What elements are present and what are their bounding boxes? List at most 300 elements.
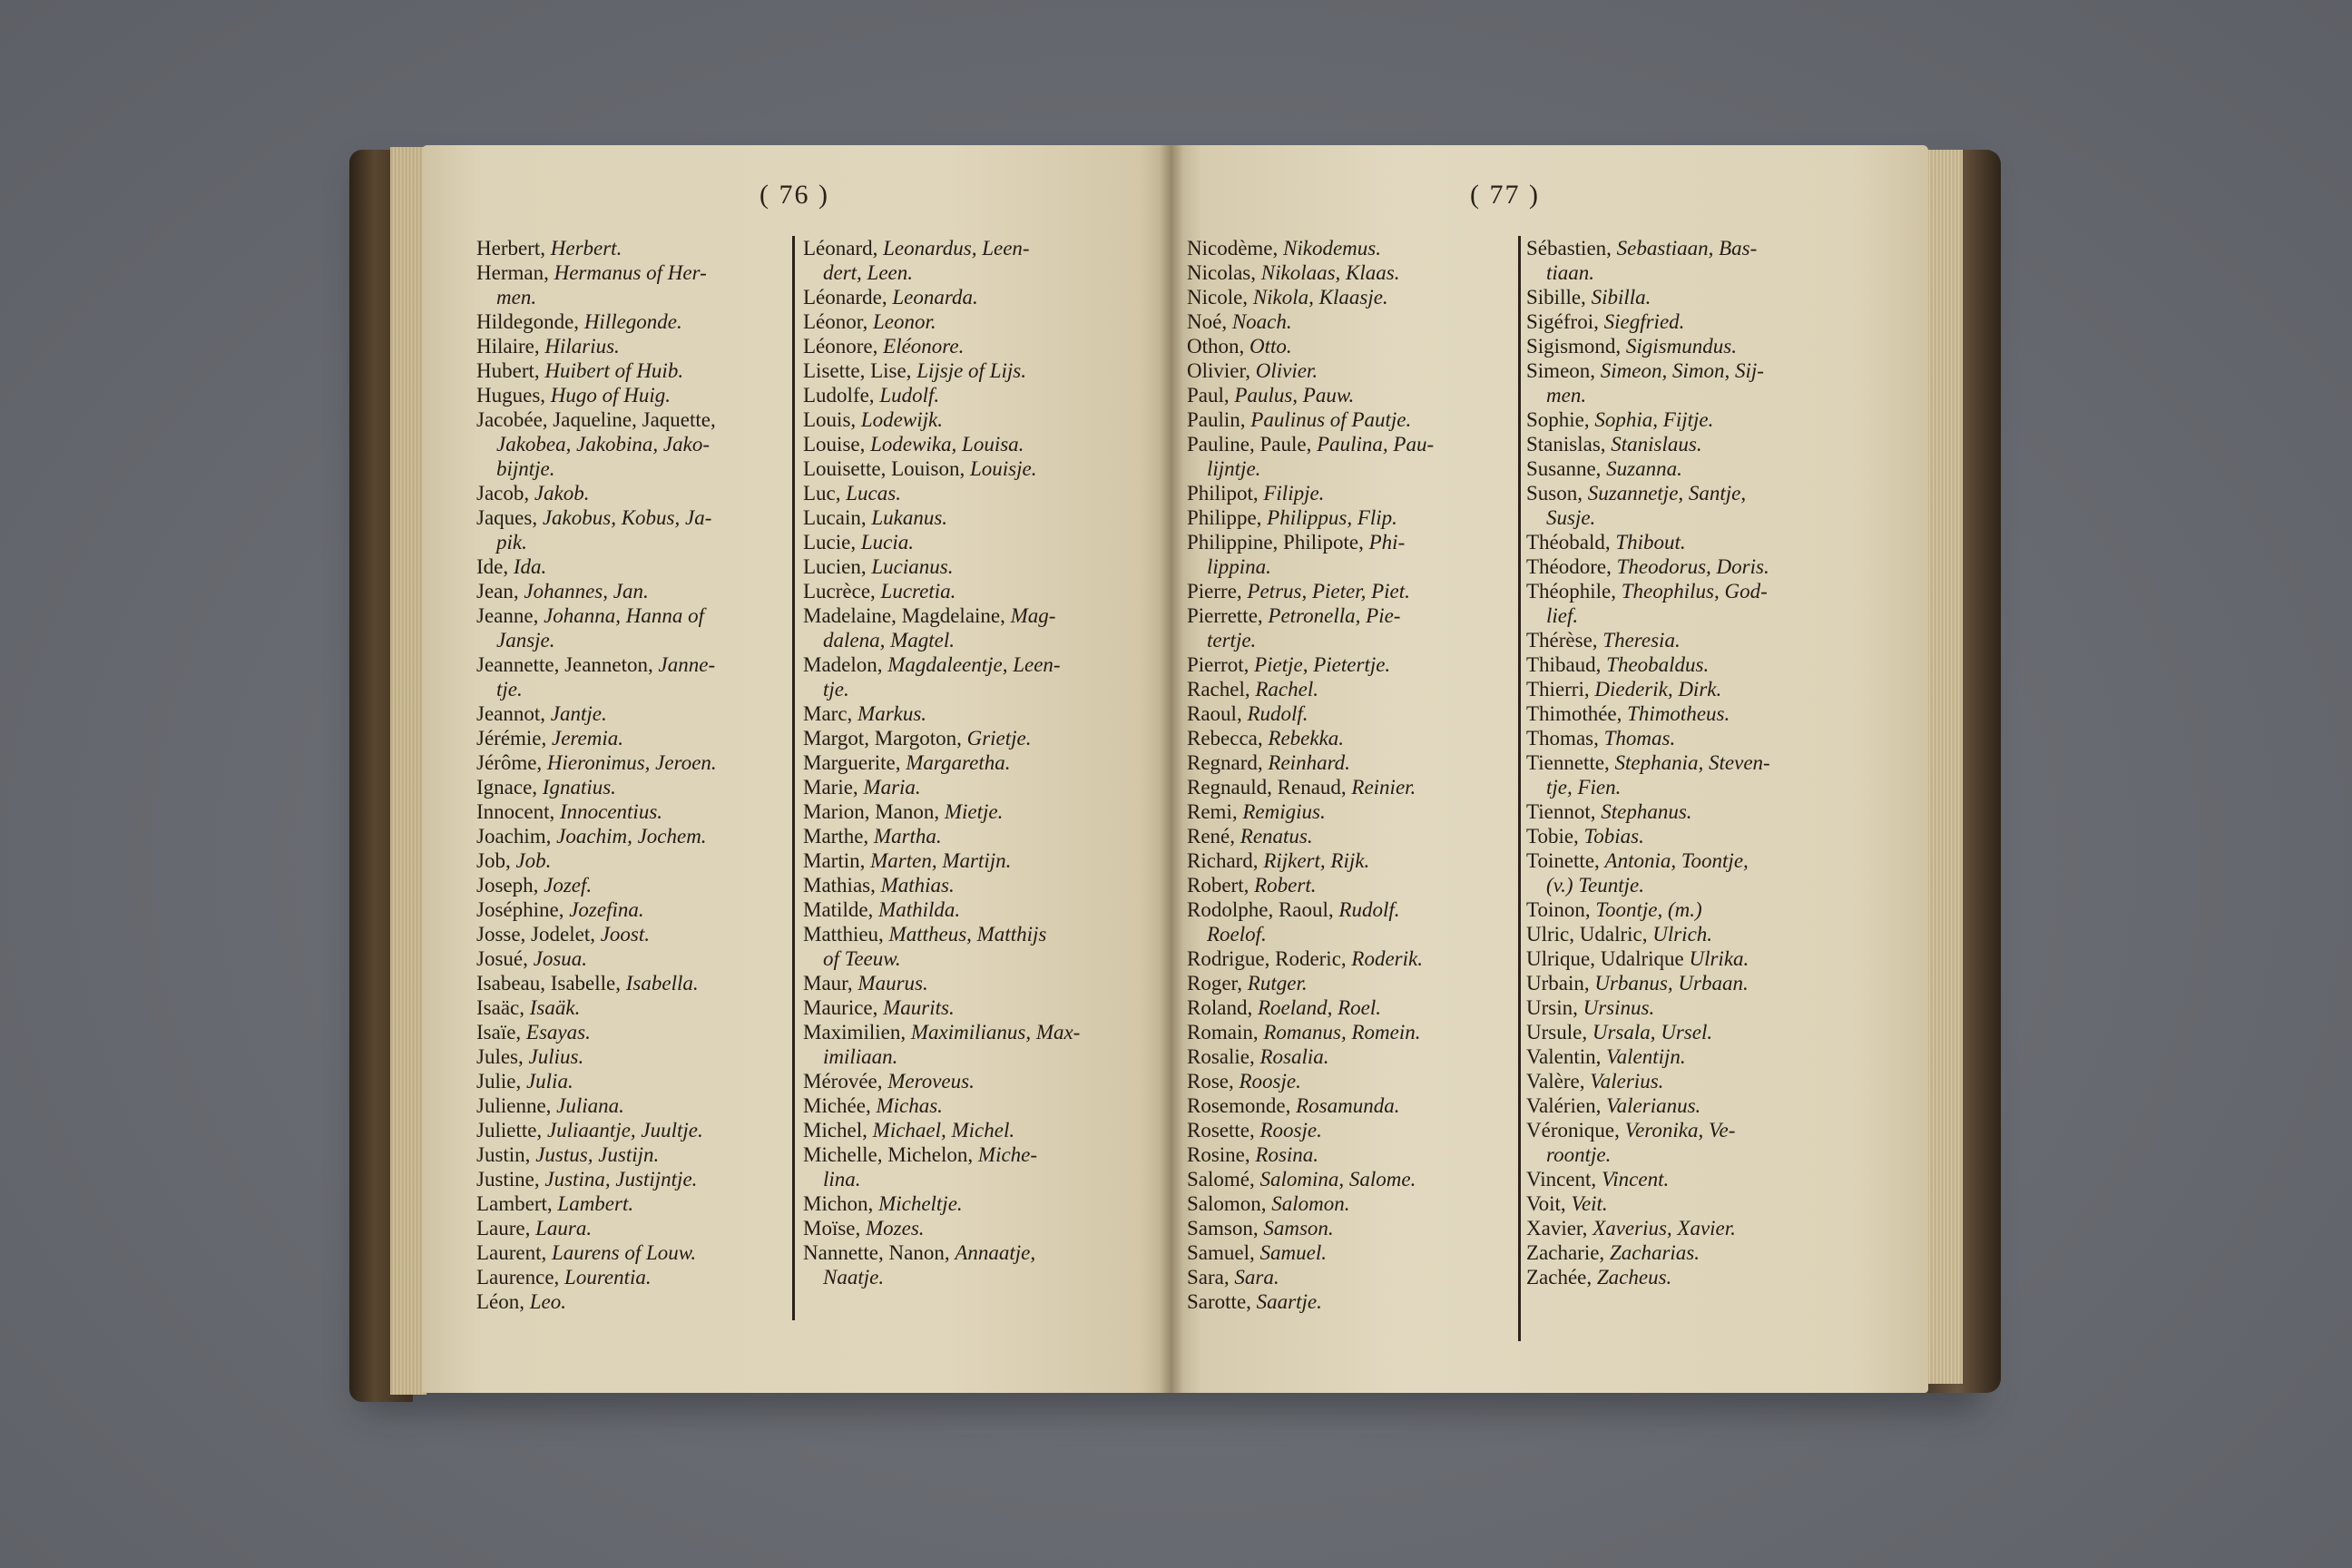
entry-name: Hildegonde,	[476, 310, 580, 333]
entry-continuation-text: lief.	[1546, 604, 1579, 627]
dictionary-entry	[803, 236, 1157, 260]
entry-translation: Juliana.	[556, 1094, 624, 1117]
dictionary-entry	[1187, 383, 1532, 407]
entry-translation: Sebastiaan, Bas-	[1616, 237, 1758, 260]
entry-name: Samson,	[1187, 1217, 1259, 1240]
entry-continuation	[1526, 1142, 1889, 1167]
entry-name: Thomas,	[1526, 727, 1599, 750]
entry-translation: Miche-	[977, 1143, 1038, 1166]
dictionary-entry	[1526, 1191, 1889, 1216]
entry-translation: Marten, Martijn.	[870, 849, 1012, 872]
dictionary-entry	[803, 1069, 1157, 1093]
entry-name: Salomé,	[1187, 1168, 1255, 1191]
entry-name: Rebecca,	[1187, 727, 1263, 750]
entry-translation: Suzannetje, Santje,	[1587, 482, 1747, 505]
entry-name: Maurice,	[803, 996, 878, 1019]
entry-name: Lucien,	[803, 555, 867, 578]
entry-name: Maur,	[803, 972, 853, 995]
dictionary-entry	[476, 358, 776, 383]
entry-continuation-text: tje.	[496, 678, 523, 701]
entry-translation: Esayas.	[525, 1021, 591, 1044]
dictionary-entry	[476, 236, 776, 260]
entry-name: Lucie,	[803, 531, 857, 554]
entry-name: Théobald,	[1526, 531, 1611, 554]
entry-translation: Meroveus.	[887, 1070, 975, 1093]
entry-name: Léonard,	[803, 237, 878, 260]
entry-translation: Pietje, Pietertje.	[1254, 653, 1391, 676]
entry-name: Pierrot,	[1187, 653, 1250, 676]
dictionary-entry	[803, 652, 1157, 677]
entry-translation: Lambert.	[557, 1192, 634, 1215]
dictionary-entry	[476, 1069, 776, 1093]
entry-name: Ludolfe,	[803, 384, 875, 407]
dictionary-entry	[1526, 481, 1889, 505]
entry-translation: Julia.	[525, 1070, 573, 1093]
entry-translation: Otto.	[1250, 335, 1292, 358]
entry-name: Regnauld, Renaud,	[1187, 776, 1347, 799]
entry-name: Urbain,	[1526, 972, 1590, 995]
entry-name: Sara,	[1187, 1266, 1230, 1289]
dictionary-entry	[803, 505, 1157, 530]
dictionary-entry	[476, 554, 776, 579]
dictionary-entry	[1187, 652, 1532, 677]
dictionary-entry	[1187, 1289, 1532, 1314]
dictionary-entry	[1526, 848, 1889, 873]
dictionary-entry	[803, 358, 1157, 383]
dictionary-entry	[803, 1118, 1157, 1142]
dictionary-entry	[803, 456, 1157, 481]
entry-continuation	[1187, 554, 1532, 579]
dictionary-entry	[1526, 677, 1889, 701]
entry-continuation-text: Naatje.	[823, 1266, 885, 1289]
entry-translation: Siegfried.	[1603, 310, 1685, 333]
entry-translation: Ignatius.	[542, 776, 616, 799]
entry-translation: Maximilianus, Max-	[910, 1021, 1081, 1044]
entry-translation: Sibilla.	[1591, 286, 1651, 309]
entry-continuation	[803, 1167, 1157, 1191]
dictionary-entry	[803, 1191, 1157, 1216]
dictionary-entry	[476, 481, 776, 505]
dictionary-entry	[476, 579, 776, 603]
dictionary-entry	[1187, 726, 1532, 750]
entry-name: Ursule,	[1526, 1021, 1588, 1044]
entry-translation: Lucianus.	[871, 555, 954, 578]
entry-name: Sibille,	[1526, 286, 1586, 309]
dictionary-entry	[476, 1191, 776, 1216]
entry-translation: Joost.	[600, 923, 651, 946]
entry-name: Léonore,	[803, 335, 878, 358]
entry-name: Remi,	[1187, 800, 1238, 823]
entry-name: Ulric, Udalric,	[1526, 923, 1648, 946]
dictionary-entry	[1187, 505, 1532, 530]
entry-translation: Laurens of Louw.	[552, 1241, 697, 1264]
entry-translation: Ludolf.	[879, 384, 940, 407]
entry-continuation	[1526, 383, 1889, 407]
entry-translation: Zacheus.	[1596, 1266, 1672, 1289]
dictionary-entry	[803, 1240, 1157, 1265]
entry-translation: Joachim, Jochem.	[556, 825, 707, 848]
entry-translation: Tobias.	[1583, 825, 1644, 848]
entry-continuation	[476, 285, 776, 309]
entry-name: Nannette, Nanon,	[803, 1241, 950, 1264]
entry-translation: Philippus, Flip.	[1267, 506, 1397, 529]
entry-translation: Roosje.	[1259, 1119, 1322, 1142]
entry-continuation	[803, 1044, 1157, 1069]
entry-translation: Juliaantje, Juultje.	[546, 1119, 703, 1142]
dictionary-entry	[1187, 750, 1532, 775]
dictionary-entry	[476, 946, 776, 971]
entry-continuation	[1187, 922, 1532, 946]
entry-name: Thimothée,	[1526, 702, 1622, 725]
dictionary-entry	[803, 971, 1157, 995]
dictionary-entry	[1526, 236, 1889, 260]
entry-translation: Justina, Justijntje.	[544, 1168, 698, 1191]
entry-translation: Vincent.	[1601, 1168, 1670, 1191]
dictionary-entry	[1187, 971, 1532, 995]
entry-name: Jeanne,	[476, 604, 539, 627]
entry-name: Toinon,	[1526, 898, 1591, 921]
entry-translation: Rudolf.	[1338, 898, 1400, 921]
entry-name: Josué,	[476, 947, 528, 970]
dictionary-entry	[803, 432, 1157, 456]
entry-name: Joseph,	[476, 874, 539, 897]
entry-name: Jules,	[476, 1045, 524, 1068]
dictionary-entry	[1526, 554, 1889, 579]
dictionary-entry	[803, 995, 1157, 1020]
entry-name: Olivier,	[1187, 359, 1250, 382]
entry-continuation	[1526, 603, 1889, 628]
entry-name: Xavier,	[1526, 1217, 1588, 1240]
entry-translation: Isabella.	[625, 972, 699, 995]
dictionary-entry	[1187, 407, 1532, 432]
entry-continuation-text: men.	[1546, 384, 1587, 407]
entry-name: Martin,	[803, 849, 866, 872]
entry-name: Marguerite,	[803, 751, 901, 774]
dictionary-entry	[803, 799, 1157, 824]
entry-translation: Hillegonde.	[583, 310, 682, 333]
entry-translation: Veronika, Ve-	[1624, 1119, 1736, 1142]
dictionary-entry	[1526, 824, 1889, 848]
entry-translation: Valerius.	[1590, 1070, 1664, 1093]
dictionary-entry	[476, 1118, 776, 1142]
entry-translation: Mietje.	[944, 800, 1004, 823]
entry-name: Laurence,	[476, 1266, 560, 1289]
entry-name: Pierrette,	[1187, 604, 1263, 627]
dictionary-entry	[1187, 701, 1532, 726]
entry-translation: Theophilus, God-	[1621, 580, 1768, 603]
dictionary-entry	[803, 1216, 1157, 1240]
entry-name: Laure,	[476, 1217, 531, 1240]
dictionary-entry	[1526, 628, 1889, 652]
entry-name: Michel,	[803, 1119, 867, 1142]
entry-name: Léonor,	[803, 310, 868, 333]
entry-name: Luc,	[803, 482, 841, 505]
entry-translation: Theresia.	[1602, 629, 1681, 652]
entry-continuation-text: pik.	[496, 531, 527, 554]
dictionary-entry	[1187, 432, 1532, 456]
entry-name: Hugues,	[476, 384, 546, 407]
entry-name: Justin,	[476, 1143, 531, 1166]
dictionary-entry	[1187, 1240, 1532, 1265]
entry-continuation	[803, 946, 1157, 971]
dictionary-entry	[476, 309, 776, 334]
entry-name: Joachim,	[476, 825, 552, 848]
entry-name: Isabeau, Isabelle,	[476, 972, 622, 995]
dictionary-entry	[1526, 1044, 1889, 1069]
entry-translation: Romanus, Romein.	[1263, 1021, 1421, 1044]
entry-name: Ide,	[476, 555, 509, 578]
entry-name: Sigismond,	[1526, 335, 1622, 358]
entry-translation: Remigius.	[1242, 800, 1326, 823]
dictionary-entry	[476, 603, 776, 628]
entry-translation: Hieronimus, Jeroen.	[546, 751, 717, 774]
entry-translation: Hermanus of Her-	[554, 261, 707, 284]
entry-name: Romain,	[1187, 1021, 1259, 1044]
entry-name: Marie,	[803, 776, 858, 799]
entry-translation: Rijkert, Rijk.	[1263, 849, 1370, 872]
entry-continuation	[803, 260, 1157, 285]
entry-translation: Suzanna.	[1606, 457, 1682, 480]
dictionary-entry	[476, 995, 776, 1020]
entry-name: Julienne,	[476, 1094, 552, 1117]
entry-continuation-text: Susje.	[1546, 506, 1596, 529]
entry-translation: Filipje.	[1263, 482, 1325, 505]
entry-translation: Eléonore.	[883, 335, 965, 358]
entry-translation: Huibert of Huib.	[544, 359, 684, 382]
entry-translation: Stephanus.	[1601, 800, 1692, 823]
entry-translation: Paulina, Pau-	[1317, 433, 1435, 456]
entry-name: Rosemonde,	[1187, 1094, 1291, 1117]
entry-translation: Leo.	[529, 1290, 567, 1313]
entry-translation: Rosamunda.	[1296, 1094, 1400, 1117]
entry-name: Jeannot,	[476, 702, 546, 725]
dictionary-entry	[476, 799, 776, 824]
dictionary-entry	[1187, 824, 1532, 848]
entry-name: Toinette,	[1526, 849, 1600, 872]
entry-translation: Rosina.	[1255, 1143, 1319, 1166]
entry-translation: Sophia, Fijtje.	[1594, 408, 1714, 431]
entry-name: Isaïe,	[476, 1021, 522, 1044]
entry-translation: Paulus, Pauw.	[1234, 384, 1355, 407]
entry-name: Laurent,	[476, 1241, 547, 1264]
entry-name: Pauline, Paule,	[1187, 433, 1312, 456]
entry-translation: Lucia.	[860, 531, 914, 554]
dictionary-entry	[476, 1240, 776, 1265]
dictionary-entry	[803, 922, 1157, 946]
dictionary-entry	[1526, 407, 1889, 432]
entry-name: Roland,	[1187, 996, 1253, 1019]
dictionary-entry	[1187, 848, 1532, 873]
entry-translation: Thomas.	[1603, 727, 1676, 750]
entry-name: Mathias,	[803, 874, 876, 897]
book-gutter	[1160, 145, 1183, 1393]
entry-name: Susanne,	[1526, 457, 1602, 480]
dictionary-entry	[1187, 358, 1532, 383]
entry-name: Rosine,	[1187, 1143, 1250, 1166]
dictionary-entry	[476, 701, 776, 726]
entry-translation: Laura.	[535, 1217, 593, 1240]
dictionary-entry	[1526, 946, 1889, 971]
entry-name: Lisette, Lise,	[803, 359, 912, 382]
entry-translation: Sigismundus.	[1625, 335, 1737, 358]
entry-translation: Xaverius, Xavier.	[1592, 1217, 1736, 1240]
dictionary-entry	[803, 309, 1157, 334]
entry-continuation-text: lippina.	[1207, 555, 1271, 578]
dictionary-entry	[1526, 1240, 1889, 1265]
dictionary-entry	[803, 824, 1157, 848]
entry-name: Raoul,	[1187, 702, 1242, 725]
dictionary-entry	[803, 750, 1157, 775]
entry-name: Ulrique, Udalrique	[1526, 947, 1684, 970]
dictionary-entry	[476, 334, 776, 358]
entry-translation: Jeremia.	[552, 727, 623, 750]
dictionary-entry	[1187, 946, 1532, 971]
entry-continuation	[476, 628, 776, 652]
entry-name: Thérèse,	[1526, 629, 1598, 652]
dictionary-entry	[1187, 530, 1532, 554]
dictionary-entry	[1526, 309, 1889, 334]
dictionary-entry	[1526, 995, 1889, 1020]
dictionary-entry	[1526, 726, 1889, 750]
dictionary-entry	[1187, 1265, 1532, 1289]
dictionary-entry	[803, 701, 1157, 726]
entry-name: Tiennot,	[1526, 800, 1596, 823]
column-rule-left	[792, 236, 795, 1320]
dictionary-entry	[476, 897, 776, 922]
dictionary-entry	[1526, 432, 1889, 456]
entry-translation: Jozef.	[544, 874, 593, 897]
entry-translation: Salomon.	[1271, 1192, 1350, 1215]
entry-name: Jean,	[476, 580, 519, 603]
entry-continuation	[476, 530, 776, 554]
dictionary-entry	[1187, 873, 1532, 897]
entry-name: Madelaine, Magdelaine,	[803, 604, 1005, 627]
entry-continuation-text: dert, Leen.	[823, 261, 914, 284]
entry-name: Roger,	[1187, 972, 1243, 995]
dictionary-entry	[1526, 1216, 1889, 1240]
entry-translation: Martha.	[873, 825, 942, 848]
entry-translation: Simeon, Simon, Sij-	[1600, 359, 1764, 382]
entry-translation: Ursinus.	[1583, 996, 1655, 1019]
entry-name: Michée,	[803, 1094, 871, 1117]
entry-name: Léon,	[476, 1290, 525, 1313]
dictionary-entry	[1526, 1265, 1889, 1289]
entry-name: Job,	[476, 849, 511, 872]
entry-name: Samuel,	[1187, 1241, 1255, 1264]
dictionary-entry	[1526, 358, 1889, 383]
dictionary-entry	[1187, 799, 1532, 824]
entry-continuation-text: imiliaan.	[823, 1045, 898, 1068]
dictionary-entry	[1526, 1093, 1889, 1118]
entry-name: Isaäc,	[476, 996, 524, 1019]
dictionary-entry	[1526, 971, 1889, 995]
entry-translation: Petrus, Pieter, Piet.	[1247, 580, 1410, 603]
entry-translation: Lukanus.	[871, 506, 948, 529]
entry-continuation-text: men.	[496, 286, 537, 309]
entry-translation: Diederik, Dirk.	[1594, 678, 1722, 701]
entry-name: Valère,	[1526, 1070, 1585, 1093]
dictionary-entry	[476, 922, 776, 946]
entry-translation: Jakobus, Kobus, Ja-	[542, 506, 712, 529]
right-page-column-1	[1187, 236, 1532, 1314]
entry-name: Tiennette,	[1526, 751, 1610, 774]
entry-translation: Valerianus.	[1606, 1094, 1701, 1117]
entry-translation: Saartje.	[1256, 1290, 1322, 1313]
dictionary-entry	[476, 848, 776, 873]
entry-translation: Maurits.	[883, 996, 955, 1019]
dictionary-entry	[1187, 1142, 1532, 1167]
entry-name: Louise,	[803, 433, 866, 456]
entry-name: Jérémie,	[476, 727, 547, 750]
entry-translation: Toontje, (m.)	[1595, 898, 1702, 921]
entry-translation: Mattheus, Matthijs	[888, 923, 1047, 946]
entry-translation: Hugo of Huig.	[550, 384, 671, 407]
dictionary-entry	[476, 260, 776, 285]
entry-translation: Ida.	[513, 555, 547, 578]
entry-translation: Johanna, Hanna of	[544, 604, 705, 627]
entry-translation: Reinhard.	[1268, 751, 1350, 774]
entry-name: Véronique,	[1526, 1119, 1620, 1142]
entry-name: Thibaud,	[1526, 653, 1602, 676]
entry-name: Marc,	[803, 702, 853, 725]
dictionary-entry	[1526, 701, 1889, 726]
entry-translation: Robert.	[1254, 874, 1317, 897]
dictionary-entry	[1187, 309, 1532, 334]
dictionary-entry	[1526, 1020, 1889, 1044]
entry-translation: Ulrika.	[1689, 947, 1749, 970]
dictionary-entry	[476, 1167, 776, 1191]
entry-name: Pierre,	[1187, 580, 1242, 603]
entry-translation: Rosalia.	[1259, 1045, 1329, 1068]
entry-continuation-text: of Teeuw.	[823, 947, 901, 970]
entry-name: Rodrigue, Roderic,	[1187, 947, 1347, 970]
entry-name: Jérôme,	[476, 751, 543, 774]
dictionary-entry	[1526, 652, 1889, 677]
dictionary-entry	[1526, 285, 1889, 309]
dictionary-entry	[476, 873, 776, 897]
dictionary-entry	[1187, 1069, 1532, 1093]
entry-translation: Mag-	[1010, 604, 1056, 627]
entry-translation: Mozes.	[866, 1217, 925, 1240]
dictionary-entry	[803, 1093, 1157, 1118]
entry-continuation	[476, 456, 776, 481]
entry-name: Zacharie,	[1526, 1241, 1605, 1264]
dictionary-entry	[476, 652, 776, 677]
entry-translation: Ursala, Ursel.	[1592, 1021, 1713, 1044]
entry-translation: Michas.	[876, 1094, 943, 1117]
entry-name: Hubert,	[476, 359, 540, 382]
entry-name: Marion, Manon,	[803, 800, 940, 823]
entry-translation: Roeland, Roel.	[1257, 996, 1381, 1019]
entry-continuation	[1187, 628, 1532, 652]
dictionary-entry	[1526, 579, 1889, 603]
dictionary-entry	[803, 603, 1157, 628]
entry-name: Jaques,	[476, 506, 538, 529]
entry-translation: Markus.	[858, 702, 927, 725]
entry-translation: Renatus.	[1240, 825, 1313, 848]
entry-name: Matthieu,	[803, 923, 884, 946]
dictionary-entry	[803, 481, 1157, 505]
entry-translation: Lodewijk.	[860, 408, 943, 431]
dictionary-entry	[476, 971, 776, 995]
entry-translation: Nikolaas, Klaas.	[1260, 261, 1400, 284]
entry-translation: Jantje.	[550, 702, 607, 725]
dictionary-entry	[1187, 1191, 1532, 1216]
entry-name: Moïse,	[803, 1217, 861, 1240]
dictionary-entry	[476, 1265, 776, 1289]
entry-translation: Josua.	[533, 947, 588, 970]
dictionary-entry	[1187, 1020, 1532, 1044]
